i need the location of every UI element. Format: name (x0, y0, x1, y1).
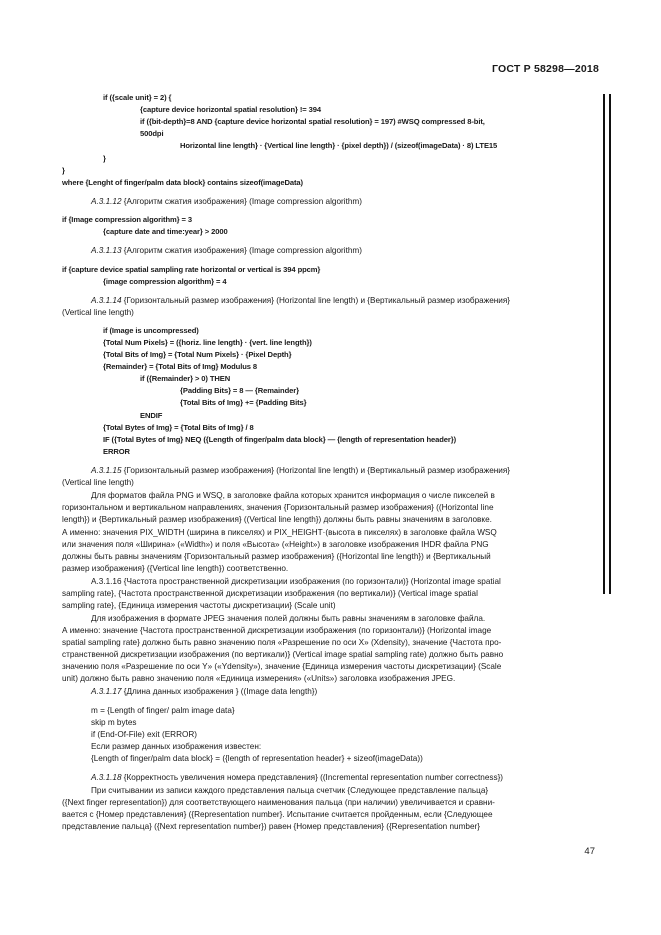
code-line: {Total Num Pixels} = ({horiz. line length} · {vert. line length}) (103, 338, 312, 347)
code-line: {capture date and time:year} > 2000 (103, 227, 228, 236)
text-line: А именно: значения PIX_WIDTH (ширина в пикселях) и PIX_HEIGHT·(высота в пикселях) в заголовке файла WSQ (62, 528, 497, 537)
code-line: } (62, 166, 65, 175)
clause-number: A.3.1.13 (91, 246, 122, 255)
code-line: {Remainder} = {Total Bits of Img} Modulus 8 (103, 362, 257, 371)
text-line: length}) и {Вертикальный размер изображения} ((Vertical line length}) должны быть равны значениям в заголовке. (62, 515, 492, 524)
text-line: A.3.1.12 {Алгоритм сжатия изображения} (Image compression algorithm) (91, 197, 362, 206)
text-line: представление пальца} ({Next representation number}) равен {Номер представления} ({Representation number} (62, 822, 480, 831)
code-line: {Padding Bits} = 8 — {Remainder} (180, 386, 299, 395)
text-line: При считывании из записи каждого представления пальца счетчик {Следующее представление пальца} (91, 786, 489, 795)
code-line: } (103, 154, 106, 163)
text-line: m = {Length of finger/ palm image data} (91, 706, 235, 715)
text-line: A.3.1.14 {Горизонтальный размер изображения} (Horizontal line length) и {Вертикальный размер изображения} (91, 296, 511, 305)
text-line: spatial sampling rate} должно быть равно значению поля «Разрешение по оси X» (Xdensity), значение {Частота про- (62, 638, 502, 647)
text-line: if (End-Of-File) exit (ERROR) (91, 730, 197, 739)
code-line: 500dpi (140, 129, 164, 138)
text-line: или значения поля «Ширина» («Width») и поля «Высота» («Height») в заголовке изображения IHDR файла PNG (62, 540, 489, 549)
code-line: IF ({Total Bytes of Img} NEQ ({Length of finger/palm data block} — {length of representation header}) (103, 435, 457, 444)
code-line: {Total Bits of Img} = {Total Num Pixels} · {Pixel Depth} (103, 350, 292, 359)
text-line: Для изображения в формате JPEG значения полей должны быть равны значениям в заголовке файла. (91, 614, 486, 623)
code-line: {Total Bits of Img} += {Padding Bits} (180, 398, 307, 407)
text-line: A.3.1.15 {Горизонтальный размер изображения} (Horizontal line length) и {Вертикальный размер изображения} (91, 466, 511, 475)
code-line: {image compression algorithm} = 4 (103, 277, 227, 286)
text-line: Если размер данных изображения известен: (91, 742, 262, 751)
text-line: горизонтальном и вертикальном направлениях, значения {Горизонтальный размер изображения} ((Horizontal line (62, 503, 494, 512)
code-line: Horizontal line length} · {Vertical line length} · {pixel depth}) / (sizeof(imageData) · 8) LTE15 (180, 141, 498, 150)
code-line: if {Image compression algorithm} = 3 (62, 215, 192, 224)
code-line: ENDIF (140, 411, 163, 420)
text-line: (Vertical line length) (62, 308, 134, 317)
text-line: A.3.1.17 {Длина данных изображения } ((Image data length}) (91, 687, 318, 696)
text-line: sampling rate}, {Частота пространственной дискретизации изображения (по вертикали)} (Vertical image spatial (62, 589, 478, 598)
code-line: {capture device horizontal spatial resolution} != 394 (140, 105, 322, 114)
text-line: странственной дискретизации изображения (по вертикали)} (Vertical image spatial sampling rate) должно быть равно (62, 650, 504, 659)
text-line: ({Next finger representation}) для соответствующего наименования пальца (при наличии) увеличивается и сравни- (62, 798, 495, 807)
text-line: должны быть равны значениям {Горизонтальный размер изображения} ({Horizontal line length}) и {Вертикальный (62, 552, 491, 561)
code-line: where {Lenght of finger/palm data block} contains sizeof(imageData) (62, 178, 303, 187)
text-line: Для форматов файла PNG и WSQ, в заголовке файла которых хранится информация о числе пикселей в (91, 491, 495, 500)
code-line: if ({Remainder} > 0) THEN (140, 374, 231, 383)
text-line: размер изображения} ({Vertical line length}) соответственно. (62, 564, 289, 573)
code-line: if (Image is uncompressed) (103, 326, 199, 335)
code-line: if ({bit-depth}=8 AND {capture device horizontal spatial resolution} = 197) #WSQ compressed 8-bit, (140, 117, 485, 126)
text-line: вается с {Номер представления} ({Representation number}. Испытание считается пройденным, если {Следующее (62, 810, 493, 819)
clause-number: A.3.1.15 (91, 466, 122, 475)
clause-number: A.3.1.12 (91, 197, 122, 206)
text-line: unit) должно быть равно значению поля «Единица измерения» («Units») заголовка изображения JPEG. (62, 674, 456, 683)
text-line: skip m bytes (91, 718, 137, 727)
text-line: значению поля «Разрешение по оси Y» («Ydensity»), значение {Единица измерения частоты дискретизации} (Scale (62, 662, 502, 671)
clause-number: A.3.1.14 (91, 296, 122, 305)
change-bar (603, 94, 611, 594)
clause-number: A.3.1.18 (91, 773, 122, 782)
text-line: А именно: значение {Частота пространственной дискретизации изображения (по горизонтали)} (Horizontal image (62, 626, 492, 635)
clause-number: A.3.1.17 (91, 687, 122, 696)
document-header: ГОСТ Р 58298—2018 (491, 63, 599, 75)
text-line: A.3.1.16 {Частота пространственной дискретизации изображения (по горизонтали)} (Horizontal image spatial (91, 577, 501, 586)
page-number: 47 (584, 846, 595, 857)
text-line: (Vertical line length) (62, 478, 134, 487)
code-line: if {capture device spatial sampling rate horizontal or vertical is 394 ppcm} (62, 265, 321, 274)
text-line: A.3.1.18 {Корректность увеличения номера представления} ((Incremental representation number correctness}) (91, 773, 504, 782)
code-line: {Total Bytes of Img} = {Total Bits of Img} / 8 (103, 423, 254, 432)
text-line: A.3.1.13 {Алгоритм сжатия изображения} (Image compression algorithm) (91, 246, 362, 255)
code-line: ERROR (103, 447, 130, 456)
code-line: if ({scale unit} = 2) { (103, 93, 172, 102)
text-line: sampling rate}, {Единица измерения частоты дискретизации} (Scale unit) (62, 601, 336, 610)
text-line: {Length of finger/palm data block} = ({length of representation header} + sizeof(imageData)) (91, 754, 423, 763)
